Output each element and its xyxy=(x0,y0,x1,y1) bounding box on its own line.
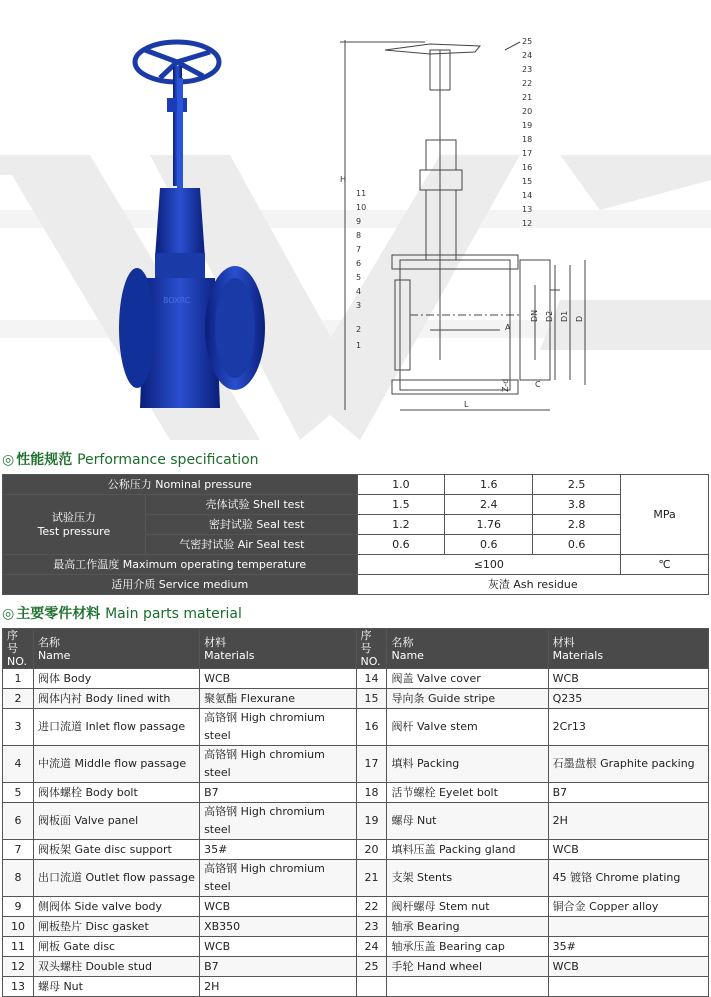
drawing-label: 13 xyxy=(522,205,533,214)
part-no: 20 xyxy=(356,840,387,860)
drawing-dim: DN xyxy=(530,309,539,322)
table-row xyxy=(3,689,709,709)
part-name: 轴承压盖 Bearing cap xyxy=(387,937,548,957)
part-mat: 铜合金 Copper alloy xyxy=(548,897,708,917)
nominal-value: 2.5 xyxy=(533,475,621,495)
table-row xyxy=(3,840,709,860)
drawing-label: 9 xyxy=(356,217,362,226)
table-row xyxy=(3,746,709,783)
part-name: 填料 Packing xyxy=(387,746,548,783)
part-no xyxy=(356,977,387,997)
drawing-dim: A xyxy=(505,323,511,332)
part-no: 3 xyxy=(3,709,34,746)
part-name: 阀体螺栓 Body bolt xyxy=(33,783,199,803)
part-no: 19 xyxy=(356,803,387,840)
col-no xyxy=(3,629,34,669)
table-row xyxy=(3,783,709,803)
shell-test-label: 壳体试验 Shell test xyxy=(145,495,357,515)
part-name: 支架 Stents xyxy=(387,860,548,897)
col-no-cn: 序号 xyxy=(7,629,18,655)
drawing-dim: D xyxy=(575,315,584,322)
shell-value: 2.4 xyxy=(445,495,533,515)
drawing-label: 16 xyxy=(522,163,533,172)
part-no: 12 xyxy=(3,957,34,977)
table-row xyxy=(3,957,709,977)
drawing-label: 4 xyxy=(356,287,362,296)
service-medium-label: 适用介质 Service medium xyxy=(3,575,358,595)
part-no: 24 xyxy=(356,937,387,957)
drawing-label: 7 xyxy=(356,245,362,254)
col-no-cn: 序号 xyxy=(360,629,372,655)
part-mat: WCB xyxy=(200,897,356,917)
drawing-label: 5 xyxy=(356,273,362,282)
drawing-label: 15 xyxy=(522,177,533,186)
part-name: 轴承 Bearing xyxy=(387,917,548,937)
part-mat xyxy=(548,977,708,997)
parts-title-en: Main parts material xyxy=(105,606,242,622)
part-mat: 聚氨酯 Flexurane xyxy=(200,689,356,709)
col-materials xyxy=(200,629,356,669)
performance-title-cn: 性能规范 xyxy=(16,452,73,468)
part-no: 7 xyxy=(3,840,34,860)
part-no: 17 xyxy=(356,746,387,783)
max-temp-label: 最高工作温度 Maximum operating temperature xyxy=(3,555,358,575)
shell-value: 3.8 xyxy=(533,495,621,515)
col-name-en: Name xyxy=(37,648,71,662)
col-no-en: NO. xyxy=(360,655,381,668)
part-name: 双头螺柱 Double stud xyxy=(33,957,199,977)
performance-table xyxy=(2,474,709,595)
col-no-en: NO. xyxy=(7,655,27,668)
seal-value: 1.76 xyxy=(445,515,533,535)
drawing-label: 14 xyxy=(522,191,533,200)
col-mat-en: Materials xyxy=(552,648,604,662)
part-no: 13 xyxy=(3,977,34,997)
drawing-label: 20 xyxy=(522,107,533,116)
drawing-label: 6 xyxy=(356,259,362,268)
part-name: 进口流道 Inlet flow passage xyxy=(33,709,199,746)
performance-title: ◎ 性能规范 Performance specification xyxy=(2,452,259,468)
parts-table xyxy=(2,628,709,997)
drawing-label: 2 xyxy=(356,325,362,334)
part-name: 闸板 Gate disc xyxy=(33,937,199,957)
part-no: 11 xyxy=(3,937,34,957)
unit-mpa: MPa xyxy=(621,475,709,555)
part-no: 1 xyxy=(3,669,34,689)
part-mat: B7 xyxy=(200,957,356,977)
max-temp-value: ≤100 xyxy=(357,555,621,575)
drawing-label: 25 xyxy=(522,37,533,46)
seal-value: 1.2 xyxy=(357,515,445,535)
part-name: 阀盖 Valve cover xyxy=(387,669,548,689)
test-pressure-label xyxy=(3,495,146,555)
temp-unit: ℃ xyxy=(621,555,709,575)
drawing-dim: H xyxy=(340,175,347,184)
part-name: 阀杆螺母 Stem nut xyxy=(387,897,548,917)
drawing-label: 8 xyxy=(356,231,362,240)
part-mat xyxy=(548,917,708,937)
part-no: 23 xyxy=(356,917,387,937)
col-name-en: Name xyxy=(391,648,424,662)
air-seal-test-label: 气密封试验 Air Seal test xyxy=(145,535,357,555)
drawing-label: 11 xyxy=(356,189,367,198)
part-mat: B7 xyxy=(200,783,356,803)
table-row xyxy=(3,897,709,917)
parts-body xyxy=(3,669,709,997)
part-mat: WCB xyxy=(200,669,356,689)
col-name-cn: 名称 xyxy=(391,635,414,649)
part-mat: 高铬钢 High chromium steel xyxy=(200,709,356,746)
part-mat: B7 xyxy=(548,783,708,803)
part-name: 中流道 Middle flow passage xyxy=(33,746,199,783)
part-name: 闸板垫片 Disc gasket xyxy=(33,917,199,937)
air-value: 0.6 xyxy=(357,535,445,555)
part-mat: 45 镀铬 Chrome plating xyxy=(548,860,708,897)
part-mat: 35# xyxy=(548,937,708,957)
drawing-label: 19 xyxy=(522,121,533,130)
col-mat-cn: 材料 xyxy=(552,635,575,649)
svg-text:BOXRC: BOXRC xyxy=(163,296,191,305)
col-materials xyxy=(548,629,708,669)
part-name: 阀板面 Valve panel xyxy=(33,803,199,840)
part-mat: 石墨盘根 Graphite packing xyxy=(548,746,708,783)
part-no: 18 xyxy=(356,783,387,803)
performance-title-en: Performance specification xyxy=(77,452,259,468)
part-no: 6 xyxy=(3,803,34,840)
service-medium-value: 灰渣 Ash residue xyxy=(357,575,709,595)
part-no: 22 xyxy=(356,897,387,917)
part-name: 螺母 Nut xyxy=(387,803,548,840)
part-mat: 高铬钢 High chromium steel xyxy=(200,860,356,897)
part-mat: WCB xyxy=(548,669,708,689)
table-row xyxy=(3,709,709,746)
part-no: 21 xyxy=(356,860,387,897)
col-mat-en: Materials xyxy=(204,648,255,662)
part-mat: 2H xyxy=(548,803,708,840)
table-row xyxy=(3,917,709,937)
part-no: 14 xyxy=(356,669,387,689)
nominal-value: 1.0 xyxy=(357,475,445,495)
valve-drawing xyxy=(330,30,710,430)
table-row xyxy=(3,669,709,689)
drawing-label: 18 xyxy=(522,135,533,144)
parts-title-cn: 主要零件材料 xyxy=(16,606,101,622)
drawing-label: 12 xyxy=(522,219,533,228)
part-name: 阀体 Body xyxy=(33,669,199,689)
drawing-label: 3 xyxy=(356,301,362,310)
nominal-pressure-label: 公称压力 Nominal pressure xyxy=(3,475,358,495)
table-row xyxy=(3,860,709,897)
part-mat: 2Cr13 xyxy=(548,709,708,746)
part-name: 填料压盖 Packing gland xyxy=(387,840,548,860)
part-name xyxy=(387,977,548,997)
part-name: 阀体内衬 Body lined with xyxy=(33,689,199,709)
part-mat: XB350 xyxy=(200,917,356,937)
part-no: 4 xyxy=(3,746,34,783)
part-no: 25 xyxy=(356,957,387,977)
part-no: 5 xyxy=(3,783,34,803)
drawing-dim: D1 xyxy=(560,310,569,322)
drawing-label: 23 xyxy=(522,65,533,74)
part-name: 活节螺栓 Eyelet bolt xyxy=(387,783,548,803)
col-no xyxy=(356,629,387,669)
part-name: 阀板架 Gate disc support xyxy=(33,840,199,860)
drawing-label: 21 xyxy=(522,93,533,102)
drawing-dim: C xyxy=(535,380,541,389)
col-name xyxy=(387,629,548,669)
drawing-label: 24 xyxy=(522,51,533,60)
part-mat: WCB xyxy=(548,840,708,860)
seal-test-label: 密封试验 Seal test xyxy=(145,515,357,535)
part-name: 导向条 Guide stripe xyxy=(387,689,548,709)
drawing-label: 22 xyxy=(522,79,533,88)
drawing-dim: Z-d xyxy=(501,378,510,392)
table-row xyxy=(3,977,709,997)
col-mat-cn: 材料 xyxy=(204,635,227,649)
part-name: 手轮 Hand wheel xyxy=(387,957,548,977)
part-no: 10 xyxy=(3,917,34,937)
part-mat: WCB xyxy=(548,957,708,977)
col-name-cn: 名称 xyxy=(37,635,60,649)
table-row xyxy=(3,803,709,840)
drawing-label: 1 xyxy=(356,341,362,350)
seal-value: 2.8 xyxy=(533,515,621,535)
test-pressure-cn: 试验压力 xyxy=(51,510,96,524)
valve-photo xyxy=(115,38,280,418)
drawing-label: 17 xyxy=(522,149,533,158)
parts-title: ◎ 主要零件材料 Main parts material xyxy=(2,606,242,622)
shell-value: 1.5 xyxy=(357,495,445,515)
part-mat: 2H xyxy=(200,977,356,997)
part-no: 15 xyxy=(356,689,387,709)
part-mat: 高铬钢 High chromium steel xyxy=(200,746,356,783)
part-no: 9 xyxy=(3,897,34,917)
drawing-label: 10 xyxy=(356,203,367,212)
air-value: 0.6 xyxy=(533,535,621,555)
part-name: 阀杆 Valve stem xyxy=(387,709,548,746)
part-mat: Q235 xyxy=(548,689,708,709)
part-name: 出口流道 Outlet flow passage xyxy=(33,860,199,897)
col-name xyxy=(33,629,199,669)
part-name: 侧阀体 Side valve body xyxy=(33,897,199,917)
part-no: 8 xyxy=(3,860,34,897)
drawing-dim: L xyxy=(464,400,469,409)
part-no: 16 xyxy=(356,709,387,746)
drawing-dim: D2 xyxy=(545,310,554,322)
part-mat: WCB xyxy=(200,937,356,957)
air-value: 0.6 xyxy=(445,535,533,555)
part-no: 2 xyxy=(3,689,34,709)
nominal-value: 1.6 xyxy=(445,475,533,495)
part-mat: 35# xyxy=(200,840,356,860)
test-pressure-en: Test pressure xyxy=(37,524,111,538)
table-row xyxy=(3,937,709,957)
part-name: 螺母 Nut xyxy=(33,977,199,997)
part-mat: 高铬钢 High chromium steel xyxy=(200,803,356,840)
